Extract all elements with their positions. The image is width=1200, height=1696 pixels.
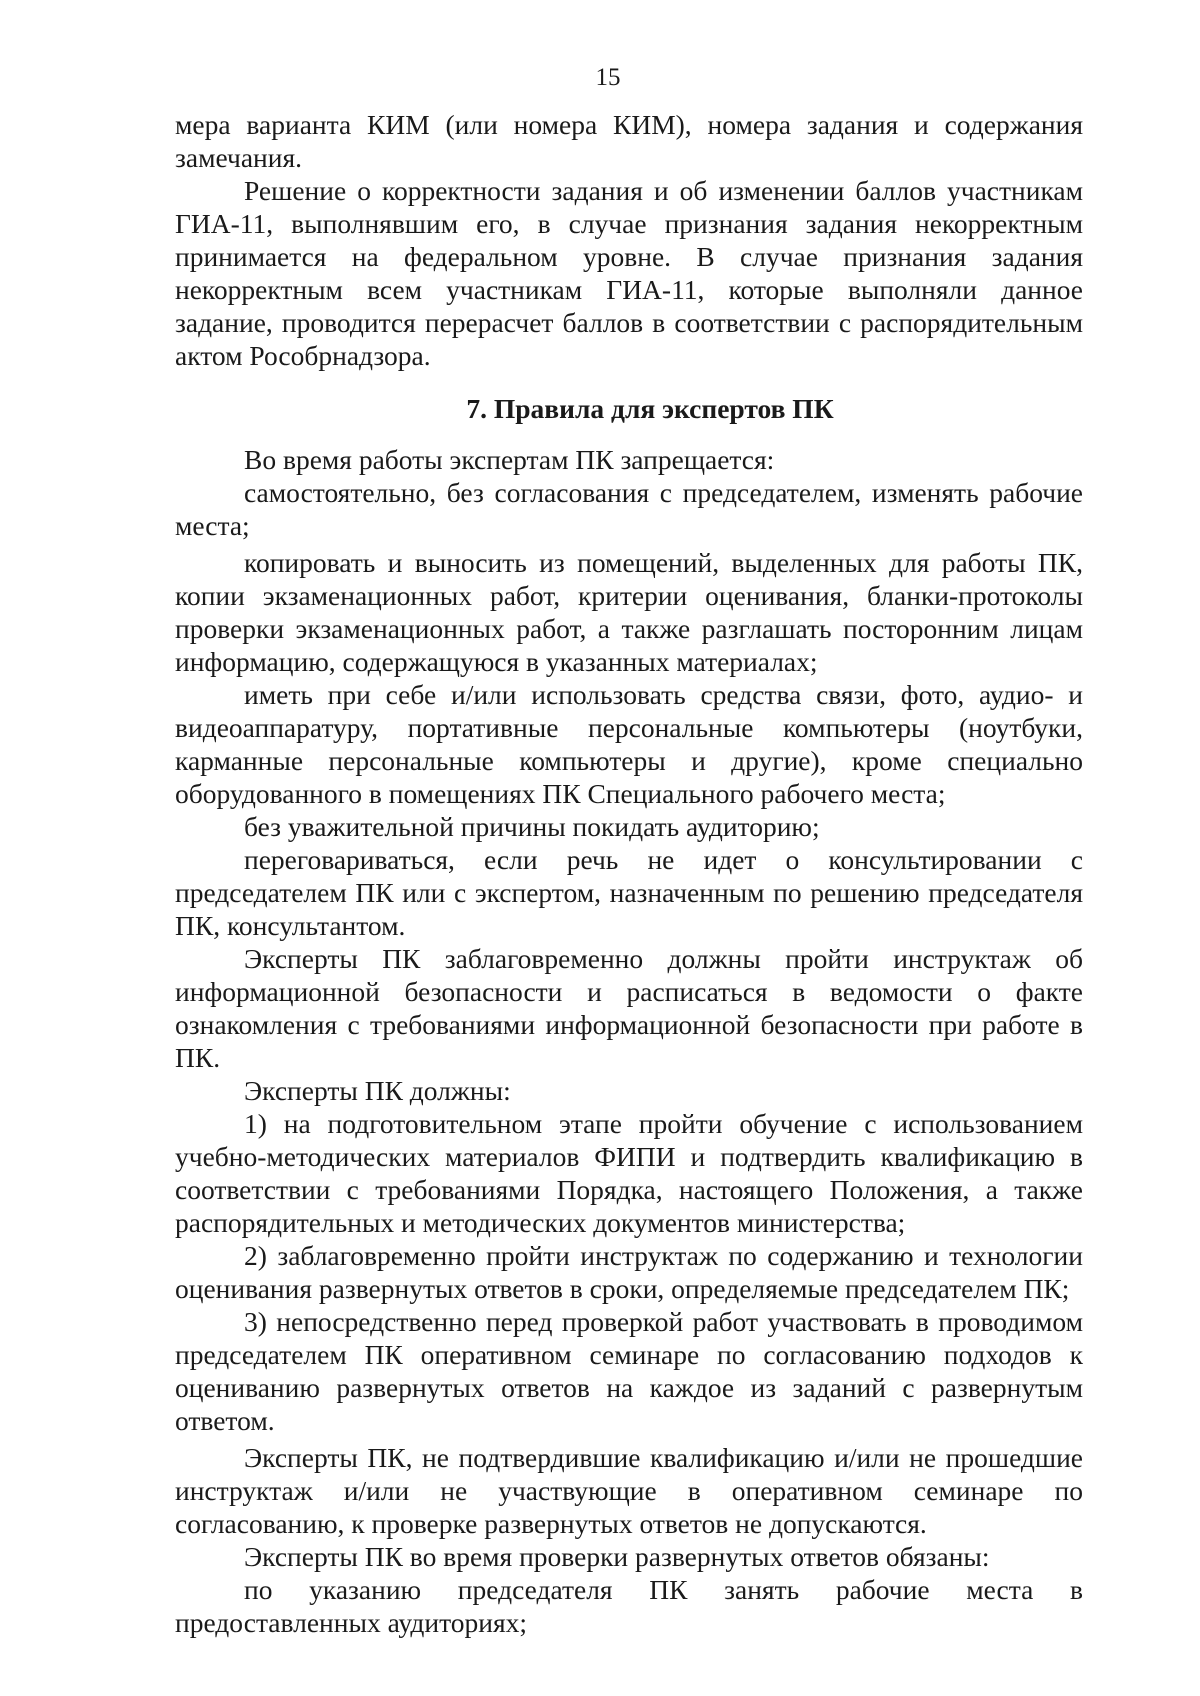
page-number: 15: [595, 64, 621, 91]
paragraph-duty-item: 1) на подготовительном этапе пройти обучение с использованием учебно-методических материалов ФИПИ и подтвердить квалификацию в соответствии с требованиями Порядка, настоящего Положения, а также распорядительных и методических документов министерства;: [175, 1108, 1083, 1238]
paragraph-decision: Решение о корректности задания и об изменении баллов участникам ГИА-11, выполнявшим его, в случае признания задания некорректным принимается на федеральном уровне. В случае признания задания некорректным всем участникам ГИА-11, которые выполняли данное задание, проводится перерасчет баллов в соответствии с распорядительным актом Рособрнадзора.: [175, 175, 1083, 371]
paragraph-admission: Эксперты ПК, не подтвердившие квалификацию и/или не прошедшие инструктаж и/или не участвующие в оперативном семинаре по согласованию, к проверке развернутых ответов не допускаются.: [175, 1442, 1083, 1539]
paragraph-obligations-intro: Эксперты ПК во время проверки развернутых ответов обязаны:: [244, 1541, 990, 1572]
document-body: [175, 108, 1083, 1639]
section-heading: 7. Правила для экспертов ПК: [466, 393, 834, 424]
paragraph-continuation: мера варианта КИМ (или номера КИМ), номера задания и содержания замечания.: [175, 109, 1083, 173]
paragraph-prohibited-item: без уважительной причины покидать аудиторию;: [244, 811, 820, 842]
paragraph-duties-intro: Эксперты ПК должны:: [244, 1075, 511, 1106]
paragraph-prohibited-intro: Во время работы экспертам ПК запрещается:: [244, 444, 775, 475]
paragraph-prohibited-item: самостоятельно, без согласования с председателем, изменять рабочие места;: [175, 477, 1083, 541]
paragraph-obligation-item: по указанию председателя ПК занять рабочие места в предоставленных аудиториях;: [175, 1574, 1083, 1638]
paragraph-duty-item: 3) непосредственно перед проверкой работ участвовать в проводимом председателем ПК оперативном семинаре по согласованию подходов к оцениванию развернутых ответов на каждое из заданий с развернутым ответом.: [175, 1306, 1083, 1436]
paragraph-duty-item: 2) заблаговременно пройти инструктаж по содержанию и технологии оценивания развернутых ответов в сроки, определяемые председателем ПК;: [175, 1240, 1083, 1304]
paragraph-prohibited-item: иметь при себе и/или использовать средства связи, фото, аудио- и видеоаппаратуру, портативные персональные компьютеры (ноутбуки, карманные персональные компьютеры и другие), кроме специально оборудованного в помещениях ПК Специального рабочего места;: [175, 679, 1083, 809]
paragraph-security-briefing: Эксперты ПК заблаговременно должны пройти инструктаж об информационной безопасности и расписаться в ведомости о факте ознакомления с требованиями информационной безопасности при работе в ПК.: [175, 943, 1083, 1073]
paragraph-prohibited-item: переговариваться, если речь не идет о консультировании с председателем ПК или с экспертом, назначенным по решению председателя ПК, консультантом.: [175, 844, 1083, 941]
paragraph-prohibited-item: копировать и выносить из помещений, выделенных для работы ПК, копии экзаменационных работ, критерии оценивания, бланки-протоколы проверки экзаменационных работ, а также разглашать посторонним лицам информацию, содержащуюся в указанных материалах;: [175, 547, 1083, 677]
